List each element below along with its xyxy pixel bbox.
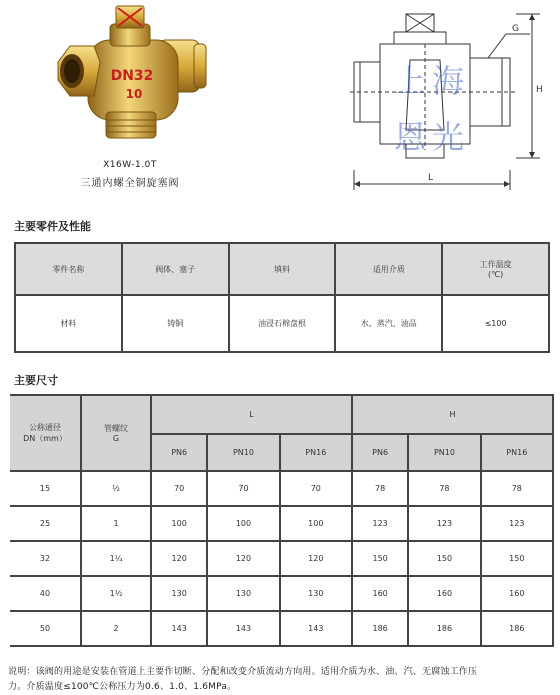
table-cell: 130 (280, 576, 352, 611)
table-cell: 78 (352, 471, 408, 506)
product-model: X16W-1.0T (103, 160, 157, 170)
table-cell: 186 (352, 611, 408, 646)
table-cell: 70 (151, 471, 207, 506)
watermark-char-3: 恩 (394, 118, 427, 156)
table-cell: 32 (10, 541, 81, 576)
table-cell: 143 (207, 611, 279, 646)
valve-photo (50, 0, 210, 150)
header-l: L (151, 395, 352, 434)
header-packing: 填料 (229, 243, 336, 295)
table-cell: 150 (352, 541, 408, 576)
table-cell: 78 (481, 471, 553, 506)
table-cell: 1¼ (81, 541, 151, 576)
table-row (10, 541, 553, 576)
table-cell: 123 (408, 506, 480, 541)
table-cell: 水、蒸汽、油品 (335, 295, 442, 352)
table-header-row (10, 395, 553, 434)
table-cell: 1½ (81, 576, 151, 611)
header-part-name: 零件名称 (15, 243, 122, 295)
header-h: H (352, 395, 553, 434)
header-thread-unit: G (112, 434, 120, 443)
usage-note (8, 665, 556, 695)
dims-section-title: 主要尺寸 (14, 374, 58, 387)
table-cell: 1 (81, 506, 151, 541)
valve-drawing (340, 0, 560, 200)
table-cell: 100 (280, 506, 352, 541)
drawing-label-h: H (536, 85, 543, 95)
table-cell: 123 (352, 506, 408, 541)
table-cell: 186 (408, 611, 480, 646)
table-cell: 120 (280, 541, 352, 576)
table-cell: 50 (10, 611, 81, 646)
table-cell: 130 (151, 576, 207, 611)
table-cell: 150 (481, 541, 553, 576)
note-line-1: 说明：该阀的用途是安装在管道上主要作切断、分配和改变介质流动方向用。适用介质为水、油、汽、无腐蚀工作压 (8, 667, 478, 677)
header-medium: 适用介质 (335, 243, 442, 295)
table-cell: 铸铜 (122, 295, 229, 352)
table-header-row (15, 243, 549, 295)
table-cell: ½ (81, 471, 151, 506)
body-mark-dn: DN32 (110, 68, 154, 84)
table-cell: 160 (352, 576, 408, 611)
table-cell: 120 (207, 541, 279, 576)
table-cell: 143 (280, 611, 352, 646)
header-temperature-unit: (℃) (487, 270, 504, 279)
watermark-char-4: 光 (432, 118, 465, 156)
watermark-char-1: 上 (394, 62, 427, 100)
table-cell: 70 (280, 471, 352, 506)
body-mark-pn: 10 (125, 87, 143, 101)
table-cell: 材料 (15, 295, 122, 352)
table-row (10, 576, 553, 611)
note-line-2: 力。介质温度≤100℃公称压力为0.6、1.0、1.6MPa。 (8, 682, 237, 692)
table-cell: 15 (10, 471, 81, 506)
header-pn: PN10 (207, 434, 279, 471)
table-row (10, 471, 553, 506)
table-cell: 油浸石棉盘根 (229, 295, 336, 352)
header-body-plug: 阀体、塞子 (122, 243, 229, 295)
table-cell: 100 (151, 506, 207, 541)
table-row (10, 611, 553, 646)
table-cell: 150 (408, 541, 480, 576)
header-dn-unit: DN（mm） (23, 434, 67, 443)
header-pn: PN6 (151, 434, 207, 471)
table-cell: 25 (10, 506, 81, 541)
table-cell: ≤100 (442, 295, 549, 352)
product-name: 三通内螺全铜旋塞阀 (80, 178, 180, 189)
table-cell: 100 (207, 506, 279, 541)
drawing-label-l: L (428, 173, 434, 183)
table-cell: 143 (151, 611, 207, 646)
table-cell: 130 (207, 576, 279, 611)
header-pn: PN16 (481, 434, 553, 471)
header-thread-label: 管螺纹 (104, 424, 128, 433)
parts-table (14, 242, 550, 353)
table-cell: 186 (481, 611, 553, 646)
header-dn-label: 公称通径 (29, 423, 61, 432)
table-cell: 2 (81, 611, 151, 646)
header-pn: PN16 (280, 434, 352, 471)
table-cell: 70 (207, 471, 279, 506)
table-cell: 160 (481, 576, 553, 611)
table-row (15, 295, 549, 352)
parts-section-title: 主要零件及性能 (14, 220, 91, 233)
header-temperature-label: 工作温度 (479, 260, 512, 269)
table-row (10, 506, 553, 541)
header-dn (10, 395, 81, 471)
header-pn: PN10 (408, 434, 480, 471)
drawing-label-g: G (512, 24, 519, 34)
table-cell: 78 (408, 471, 480, 506)
watermark-char-2: 海 (432, 62, 465, 100)
header-temperature (442, 243, 549, 295)
dimensions-table (10, 394, 554, 647)
header-thread (81, 395, 151, 471)
table-cell: 120 (151, 541, 207, 576)
table-cell: 123 (481, 506, 553, 541)
header-pn: PN6 (352, 434, 408, 471)
table-cell: 40 (10, 576, 81, 611)
table-cell: 160 (408, 576, 480, 611)
